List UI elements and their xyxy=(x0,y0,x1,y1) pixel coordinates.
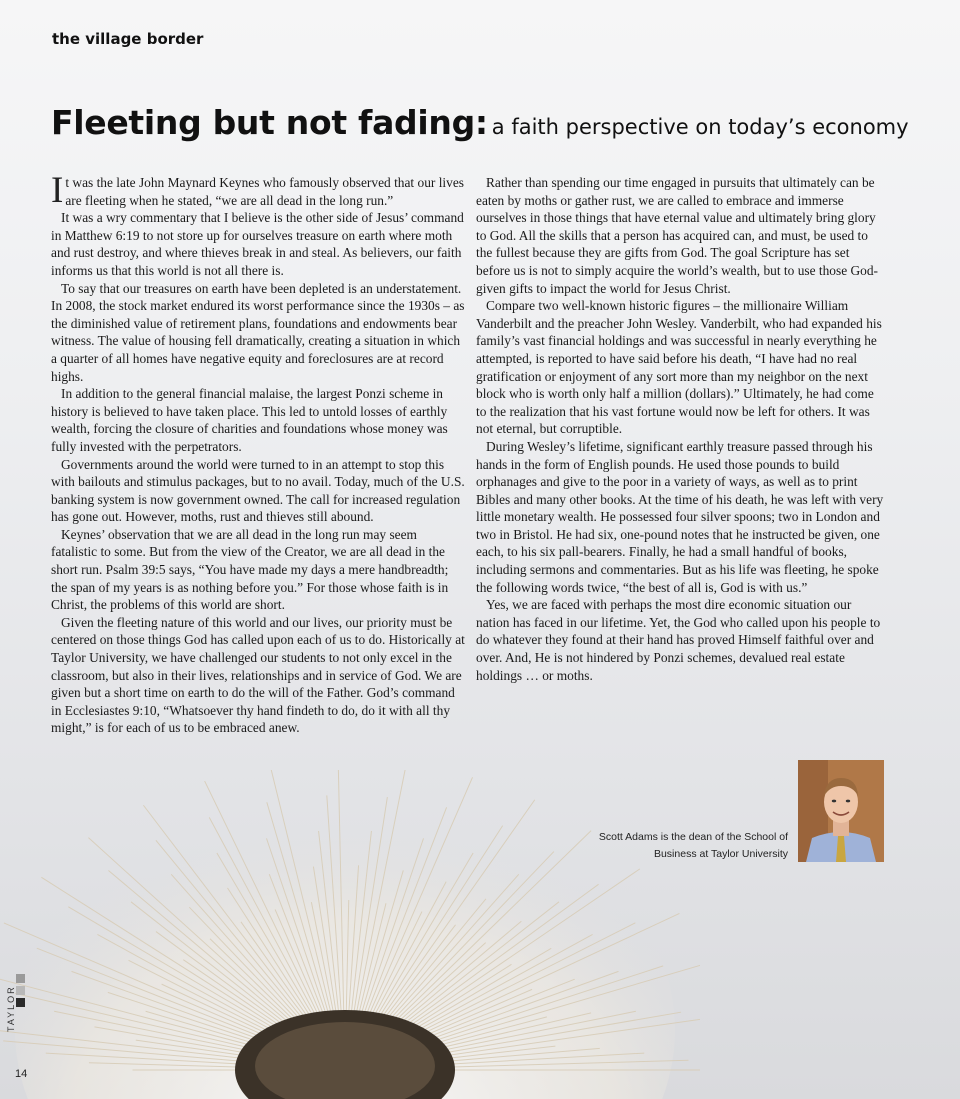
paragraph: Governments around the world were turned to in an attempt to stop this with bailouts and stimulus packages, but to no avail. Today, much of the U.S. banking system is now government owned. The call for increased regulation has gone out. However, moths, rust and thieves still abound. xyxy=(51,456,465,525)
paragraph: Yes, we are faced with perhaps the most dire economic situation our nation has faced in our lifetime. Yet, the God who called upon his people to do whatever they found at their hand has proved Himself faithful over and over. And, He is not hindered by Ponzi schemes, devalued real estate holdings … or moths. xyxy=(476,597,881,683)
paragraph: To say that our treasures on earth have been depleted is an understatement. In 2008, the stock market endured its worst performance since the 1930s – as the diminished value of retirement plans, foundations and endowments bear witness. The value of housing fell dramatically, creating a situation in which a quarter of all homes have negative equity and foreclosures are at record highs. xyxy=(51,280,465,384)
footer-square xyxy=(16,974,25,983)
paragraph: During Wesley’s lifetime, significant earthly treasure passed through his hands in the form of English pounds. He used those pounds to build orphanages and give to the poor in a variety of ways, as well as to print Bibles and many other books. At the time of his death, he was left with very little monetary wealth. He possessed four silver spoons; two in London and two in Bristol. He had six, one-pound notes that he instructed be given, one each, to his six pall-bearers. Finally, he had a small handful of books, including sermons and commentaries. But as his life was fleeting, he spoke the following words twice, “the best of all is, God is with us.” xyxy=(476,438,884,595)
author-photo xyxy=(798,760,884,862)
magazine-name: TAYLOR xyxy=(6,985,16,1032)
paragraph: It was a wry commentary that I believe is the other side of Jesus’ command in Matthew 6:19 to not store up for ourselves treasure on earth where moth and rust destroy, and where thieves break in and steal. As believers, our faith informs us that this world is not all there is. xyxy=(51,210,464,278)
paragraph: Compare two well-known historic figures – the millionaire William Vanderbilt and the preacher John Wesley. Vanderbilt, who had expanded his family’s vast financial holdings and was successful in nearly everything he attempted, is reported to have said before his death, “I have had no real gratification or enjoyment of any sort more than my neighbor on the next block who is worth only half a million (dollars).” Ultimately, he had come to the realization that his vast fortune would now be left for others. It was not eternal, but corruptible. xyxy=(476,298,882,437)
paragraph: Keynes’ observation that we are all dead in the long run may seem fatalistic to some. But from the view of the Creator, we are all dead in the short run. Psalm 39:5 says, “You have made my days a mere handbreadth; the span of my years is as nothing before you.” For those whose faith is in Christ, the problems of this world are short. xyxy=(51,526,449,613)
headline xyxy=(51,103,931,142)
paragraph: Given the fleeting nature of this world and our lives, our priority must be centered on those things God has called upon each of us to do. Historically at Taylor University, we have challenged our students to not only excel in the classroom, but also in their lives, relationships and in service of God. We are given but a short time on earth to do the will of the Father. God’s command in Ecclesiastes 9:10, “Whatsoever thy hand findeth to do, do it with all thy might,” is for each of us to be embraced anew. xyxy=(51,614,465,736)
footer-squares xyxy=(16,974,25,1010)
headline-sub: a faith perspective on today’s economy xyxy=(491,115,909,139)
section-label: the village border xyxy=(52,30,204,48)
paragraph: It was the late John Maynard Keynes who famously observed that our lives are fleeting when he stated, “we are all dead in the long run.” xyxy=(51,170,464,211)
footer-square xyxy=(16,998,25,1007)
article-column-right xyxy=(476,174,886,684)
footer-square xyxy=(16,986,25,995)
paragraph: Rather than spending our time engaged in pursuits that ultimately can be eaten by moths or gather rust, we are called to embrace and immerse ourselves in those things that have eternal value and ultimately bring glory to God. All the skills that a person has acquired can, and must, be used to the fullest because they are gifts from God. The goal Scripture has set before us is not to simply acquire the world’s wealth, but to use those God-given gifts to impact the world for Jesus Christ. xyxy=(476,175,879,296)
drop-cap: I xyxy=(51,170,64,211)
article-column-left xyxy=(51,170,465,737)
paragraph: In addition to the general financial malaise, the largest Ponzi scheme in history is believed to have taken place. This led to untold losses of earthly wealth, forcing the closure of charities and foundations whose money was fully invested with the perpetrators. xyxy=(51,386,448,454)
dandelion-icon xyxy=(0,770,700,1099)
headline-main: Fleeting but not fading: xyxy=(51,103,488,142)
caption-line: Business at Taylor University xyxy=(653,848,788,860)
caption-line: Scott Adams is the dean of the School of xyxy=(598,831,788,843)
page-number: 14 xyxy=(15,1068,28,1080)
